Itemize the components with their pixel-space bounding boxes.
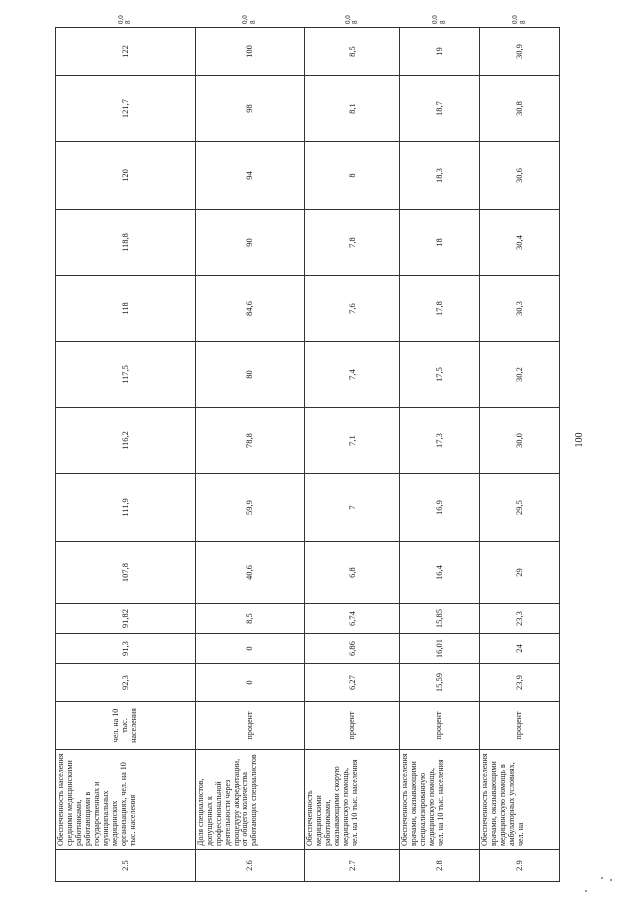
indicator-name: Обеспеченность населения врачами, оказывающими специализированную медицинскую помощь, чел. на 10 тыс. населения — [400, 750, 480, 850]
value-cell: 23,9 — [480, 664, 560, 702]
value-cell: 17,8 — [400, 276, 480, 342]
value-cell: 23,3 — [480, 604, 560, 634]
value-cell: 84,6 — [195, 276, 305, 342]
value-cell: 30,3 — [480, 276, 560, 342]
table-row: 2.9 Обеспеченность населения врачами, оказывающими медицинскую помощь в амбулаторных условиях, чел. на процент 23,9 24 23,3 29 29,5 30,0 30,2 30,3 30,4 30,6 30,8 30,9 0,0 8 — [480, 28, 560, 882]
value-cell: 30,8 — [480, 76, 560, 142]
value-cell: 8 — [305, 142, 400, 210]
value-cell: 7,6 — [305, 276, 400, 342]
value-cell: 15,59 — [400, 664, 480, 702]
value-cell: 92,3 — [56, 664, 196, 702]
value-cell: 118 — [56, 276, 196, 342]
value-cell: 17,5 — [400, 342, 480, 408]
value-cell: 80 — [195, 342, 305, 408]
unit-of-measure: процент — [305, 702, 400, 750]
value-cell: 19 — [400, 28, 480, 76]
table-row: 2.5 Обеспеченность населения средними медицинскими работниками, работающими в государственных и муниципальных медицинских организациях, чел. на 10 тыс. населения чел. на 10 тыс. населения 92,3 91,3 91,82 107,8 111,9 116,2 117,5 118 118,8 120 121,7 122 0,0 8 — [56, 28, 196, 882]
value-cell: 30,9 — [480, 28, 560, 76]
value-cell: 17,3 — [400, 408, 480, 474]
row-number: 2.5 — [56, 850, 196, 882]
value-cell: 16,01 — [400, 634, 480, 664]
unit-of-measure: чел. на 10 тыс. населения — [56, 702, 196, 750]
value-cell: 78,8 — [195, 408, 305, 474]
value-cell: 30,2 — [480, 342, 560, 408]
value-cell: 30,6 — [480, 142, 560, 210]
value-cell: 118,8 — [56, 210, 196, 276]
value-cell: 8,1 — [305, 76, 400, 142]
value-cell: 6,8 — [305, 542, 400, 604]
row-number: 2.8 — [400, 850, 480, 882]
value-cell: 29 — [480, 542, 560, 604]
value-cell: 30,4 — [480, 210, 560, 276]
row-number: 2.6 — [195, 850, 305, 882]
value-cell: 6,27 — [305, 664, 400, 702]
value-cell: 18,3 — [400, 142, 480, 210]
row-number: 2.9 — [480, 850, 560, 882]
row-number: 2.7 — [305, 850, 400, 882]
table-row: 2.7 Обеспеченность медицинскими работниками, оказывающими скорую медицинскую помощь, чел. на 10 тыс. населения процент 6,27 6,86 6,74 6,8 7 7,1 7,4 7,6 7,8 8 8,1 8,5 0,0 8 — [305, 28, 400, 882]
value-cell: 18,7 — [400, 76, 480, 142]
value-cell: 6,74 — [305, 604, 400, 634]
value-cell: 16,4 — [400, 542, 480, 604]
value-cell: 111,9 — [56, 474, 196, 542]
value-cell: 7 — [305, 474, 400, 542]
value-cell: 0 — [195, 634, 305, 664]
value-cell: 91,3 — [56, 634, 196, 664]
value-cell: 8,5 — [305, 28, 400, 76]
value-cell: 30,0 — [480, 408, 560, 474]
value-cell: 120 — [56, 142, 196, 210]
unit-of-measure: процент — [480, 702, 560, 750]
page-number: 100 — [574, 432, 585, 448]
table-row: 2.8 Обеспеченность населения врачами, оказывающими специализированную медицинскую помощь, чел. на 10 тыс. населения процент 15,59 16,01 15,85 16,4 16,9 17,3 17,5 17,8 18 18,3 18,7 19 0,0 8 — [400, 28, 480, 882]
value-cell: 121,7 — [56, 76, 196, 142]
indicator-name: Доля специалистов, допущенных к профессиональной деятельности через процедуру аккредитации, от общего количества работающих специалистов — [195, 750, 305, 850]
value-cell: 90 — [195, 210, 305, 276]
value-cell: 59,9 — [195, 474, 305, 542]
unit-of-measure: процент — [400, 702, 480, 750]
value-cell: 7,4 — [305, 342, 400, 408]
value-cell: 29,5 — [480, 474, 560, 542]
indicator-name: Обеспеченность населения средними медицинскими работниками, работающими в государственных и муниципальных медицинских организациях, чел. на 10 тыс. населения — [56, 750, 196, 850]
value-cell: 8,5 — [195, 604, 305, 634]
value-cell: 107,8 — [56, 542, 196, 604]
value-cell: 91,82 — [56, 604, 196, 634]
value-cell: 18 — [400, 210, 480, 276]
value-cell: 98 — [195, 76, 305, 142]
value-cell: 7,8 — [305, 210, 400, 276]
value-cell: 122 — [56, 28, 196, 76]
value-cell: 6,86 — [305, 634, 400, 664]
value-cell: 117,5 — [56, 342, 196, 408]
indicator-name: Обеспеченность населения врачами, оказывающими медицинскую помощь в амбулаторных условиях, чел. на — [480, 750, 560, 850]
indicator-name: Обеспеченность медицинскими работниками, оказывающими скорую медицинскую помощь, чел. на 10 тыс. населения — [305, 750, 400, 850]
value-cell: 24 — [480, 634, 560, 664]
scan-speck — [610, 879, 612, 881]
value-cell: 94 — [195, 142, 305, 210]
value-cell: 0 — [195, 664, 305, 702]
unit-of-measure: процент — [195, 702, 305, 750]
table-body — [56, 15, 560, 882]
scan-speck — [601, 877, 603, 879]
value-cell: 40,6 — [195, 542, 305, 604]
value-cell: 116,2 — [56, 408, 196, 474]
value-cell: 7,1 — [305, 408, 400, 474]
table-row: 2.6 Доля специалистов, допущенных к профессиональной деятельности через процедуру аккредитации, от общего количества работающих специалистов процент 0 0 8,5 40,6 59,9 78,8 80 84,6 90 94 98 100 0,0 8 — [195, 28, 305, 882]
indicator-table — [55, 15, 560, 882]
value-cell: 100 — [195, 28, 305, 76]
value-cell: 16,9 — [400, 474, 480, 542]
value-cell: 15,85 — [400, 604, 480, 634]
rotated-table-container — [55, 15, 560, 882]
scan-speck — [585, 890, 587, 892]
